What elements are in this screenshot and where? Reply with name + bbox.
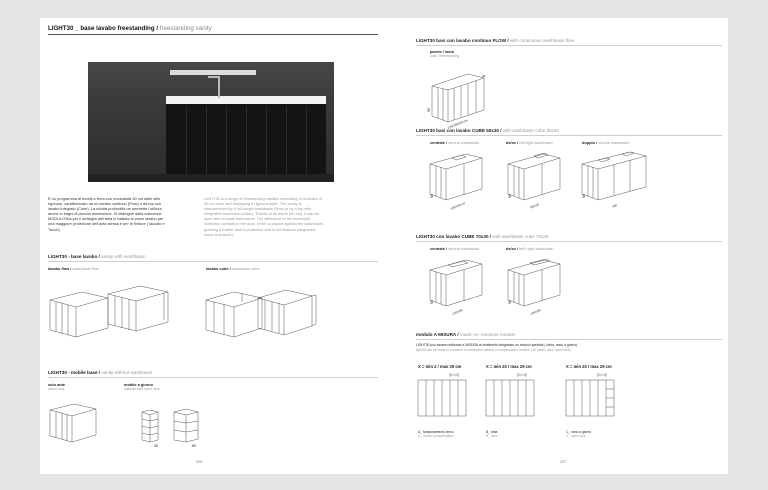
intro-italian: È un programma di mobili a terra con modularità 30 cm dalle stile rigoroso, caratterizzato da un lavabo continuo (Flow) o da top con lavabo integrato (Cube). La ridotta profondità ne permette l'utilizzo anche in bagni di piccola dimensione. Si distingue dalla collezione MODULO30a per il dettaglio dell'anta in battuta al piano lavabo per una maggiore protezione dell'anta stessa e per le finiture ( laccato e Touch). xyxy=(48,196,165,232)
label-a-en: A_ closed compensation xyxy=(418,434,454,438)
page-number: 226 xyxy=(196,460,203,464)
section-rule xyxy=(48,377,378,378)
dim-height: 90 xyxy=(508,299,513,305)
label-b: B_ anta xyxy=(486,430,498,434)
intro-english: LIGHT30 is a range of freestanding vanities consisting of modules of 30 cm each and displaying a rigorous style. The vanity is characterized by a full-length washbasin (flow) or by a top with integrated washbasin (cube). Thanks to its depth (40 cm), it can be used also in small bathrooms. The difference to the modulo30 collection consists in the door, which is placed against the washbasin, granting a further door's protection and in the finishes (lacquered wood and touch). xyxy=(204,196,324,237)
cube50-drawings xyxy=(428,146,688,206)
range-c: X = min 20 / max 29 cm xyxy=(566,364,612,369)
dim-depth: 40 xyxy=(482,74,486,78)
section-title-mobile: LIGHT30 - mobile base / vanity without washbasin xyxy=(48,370,153,375)
dim-height: 90 xyxy=(508,193,513,199)
dim-width: 120/180 xyxy=(451,308,464,316)
section-title-base: LIGHT30 - base lavabo / vanity with washbasin xyxy=(48,254,146,259)
label-dx-sx-70: dx/sx / left/ right washbasin xyxy=(506,246,554,251)
section-rule xyxy=(416,241,722,242)
label-c-en: C_ open rack xyxy=(566,434,586,438)
open-rack-drawings xyxy=(138,402,208,448)
measure-note-en: light30 can be made to measure to centimeter adding a compensation module ( fix panel, door, open rack) xyxy=(416,348,571,352)
label-lavabo-flow: lavabo flow / washbasin flow xyxy=(48,266,99,271)
left-page xyxy=(40,18,384,474)
range-b: X = min 20 / max 29 cm xyxy=(486,364,532,369)
dim-60: 60 xyxy=(192,444,197,448)
dim-30: 30 xyxy=(154,444,159,448)
doors-only-drawing xyxy=(48,396,108,446)
measure-note-it: LIGHT30 può essere realizzato a MISURA al centimetro integrando un modulo speciale ( cieco, anta, a giorno) xyxy=(416,343,578,347)
cube-drawings xyxy=(204,280,374,340)
section-rule xyxy=(416,339,722,340)
label-lavabo-cube: lavabo cube / washbasin cube xyxy=(206,266,260,271)
label-centrale-70: centrale / central washbasin xyxy=(430,246,480,251)
label-a: A_ tamponamento cieco xyxy=(418,430,454,434)
label-mobile-giorno: mobile a giorno xyxy=(124,382,153,387)
dim-height: 90 xyxy=(430,299,435,305)
right-page xyxy=(384,18,728,474)
cube70-drawings xyxy=(428,252,568,312)
label-open-rack: cabinet with open rack xyxy=(124,387,160,391)
page-title: LIGHT30 _ base lavabo freestanding / freestanding vanity xyxy=(48,25,212,32)
range-a: X = min 2 / max 29 cm xyxy=(418,364,462,369)
dim-width: 90/120 xyxy=(529,202,540,210)
label-solo-ante: solo ante xyxy=(48,382,66,387)
dim-height: 90 xyxy=(427,107,432,113)
page-number: 227 xyxy=(560,460,567,464)
label-wall-freestanding: wall / freestanding xyxy=(430,54,459,58)
label-doors-only: doors only xyxy=(48,387,65,391)
label-centrale: centrale / central washbasin xyxy=(430,140,480,145)
label-doppio: doppio / double washbasin xyxy=(582,140,630,145)
product-photo xyxy=(88,62,334,182)
label-c: C_ vano a giorno xyxy=(566,430,592,434)
label-b-en: B_ door xyxy=(486,434,498,438)
section-rule xyxy=(416,45,722,46)
dim-height: 90 xyxy=(430,193,435,199)
section-rule xyxy=(48,261,378,262)
dim-height: 90 xyxy=(582,193,587,199)
title-rule xyxy=(48,34,378,35)
section-title-cube70: LIGHT30 con lavabo CUBE 70x30 / with washbasin cube 70x30 xyxy=(416,234,549,239)
label-parete-isola: parete / isola xyxy=(430,49,454,54)
section-title-flow: LIGHT30 basi con lavabo continuo FLOW / with continuous washbasin flow xyxy=(416,38,575,43)
dim-width: 120/180/240 cm xyxy=(447,118,469,130)
dim-width: 120/180 xyxy=(529,308,542,316)
section-rule xyxy=(416,135,722,136)
section-title-cube50: LIGHT30 basi con lavabo CUBE 50x30 / with washbasin cube 50x30 xyxy=(416,128,559,133)
label-dx-sx: dx/sx / left/right washbasin xyxy=(506,140,553,145)
section-title-measure: modulo A MISURA / made- to- measure module xyxy=(416,332,516,337)
flow-drawings xyxy=(46,280,206,340)
dim-width: 120/180 cm xyxy=(449,201,466,211)
measure-drawings xyxy=(416,372,656,426)
dim-width: 180 xyxy=(611,203,618,209)
